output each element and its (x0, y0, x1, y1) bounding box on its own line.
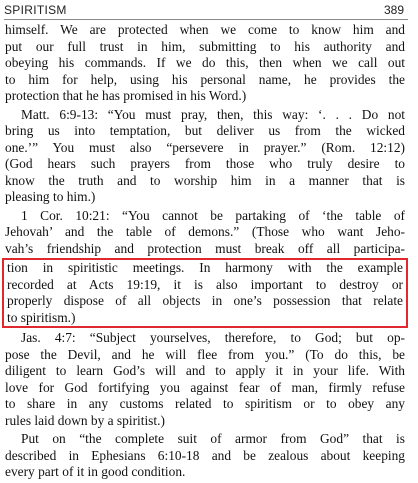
text-line: love for God fortifying you against fear of man, firmly refuse (5, 379, 405, 395)
text-line: Matt. 6:9-13: “You must pray, then, this way: ‘. . . Do not (21, 106, 405, 122)
paragraph-jas-4 (5, 330, 405, 429)
highlighted-line: recorded at Acts 19:19, it is also important to destroy or (7, 276, 403, 292)
text-line: pose the Devil, and he will flee from you.” (To do this, be (5, 346, 405, 362)
text-line: vah’s friendship and protection must break off all participa- (5, 240, 405, 256)
text-line: know the truth and to worship him in a manner that is (5, 172, 405, 188)
header-rule (4, 19, 408, 20)
text-line: Jehovah’ and the table of demons.” (Those who want Jeho- (5, 224, 405, 239)
highlighted-line: to spiritism.) (7, 309, 76, 325)
paragraph-armor (5, 431, 405, 481)
page-body (5, 22, 405, 483)
running-head: SPIRITISM (4, 3, 67, 17)
paragraph-matt-6 (5, 107, 405, 206)
text-line: to him for help, using his personal name, he provides the (5, 71, 405, 87)
text-line: one.’” You must also “persevere in prayer.” (Rom. 12:12) (5, 139, 405, 155)
text-line: himself. We are protected when we come to know him and (5, 22, 405, 37)
highlighted-line: properly dispose of all objects in one’s possession that relate (7, 293, 403, 308)
text-line: bring us into temptation, but deliver us from the wicked (5, 123, 405, 138)
page-number: 389 (383, 3, 404, 17)
paragraph-protection (5, 22, 405, 105)
text-line: described in Ephesians 6:10-18 and be zealous about keeping (5, 447, 405, 463)
text-line: Jas. 4:7: “Subject yourselves, therefore, to God; but op- (21, 330, 405, 345)
text-line: Put on “the complete suit of armor from God” that is (21, 431, 405, 446)
highlighted-line: tion in spiritistic meetings. In harmony with the example (7, 260, 403, 275)
text-line: rules laid down by a spiritist.) (5, 412, 165, 428)
text-line: (God hears such prayers from those who truly desire to (5, 156, 405, 171)
text-line: put our full trust in him, submitting to his authority and (5, 38, 405, 54)
text-line: protection that he has promised in his Word.) (5, 88, 247, 103)
text-line: diligent to learn God’s will and to apply it in your life. With (5, 363, 405, 378)
paragraph-1-cor-10 (5, 208, 405, 258)
text-line: obeying his commands. If we do this, then when we call out (5, 55, 405, 70)
text-line: every part of it in good condition. (5, 464, 186, 479)
highlighted-passage (2, 258, 408, 328)
page-header (0, 0, 418, 22)
text-line: 1 Cor. 10:21: “You cannot be partaking of ‘the table of (21, 207, 405, 223)
text-line: to share in any customs related to spiritism or to obey any (5, 396, 405, 411)
text-line: pleasing to him.) (5, 189, 96, 204)
